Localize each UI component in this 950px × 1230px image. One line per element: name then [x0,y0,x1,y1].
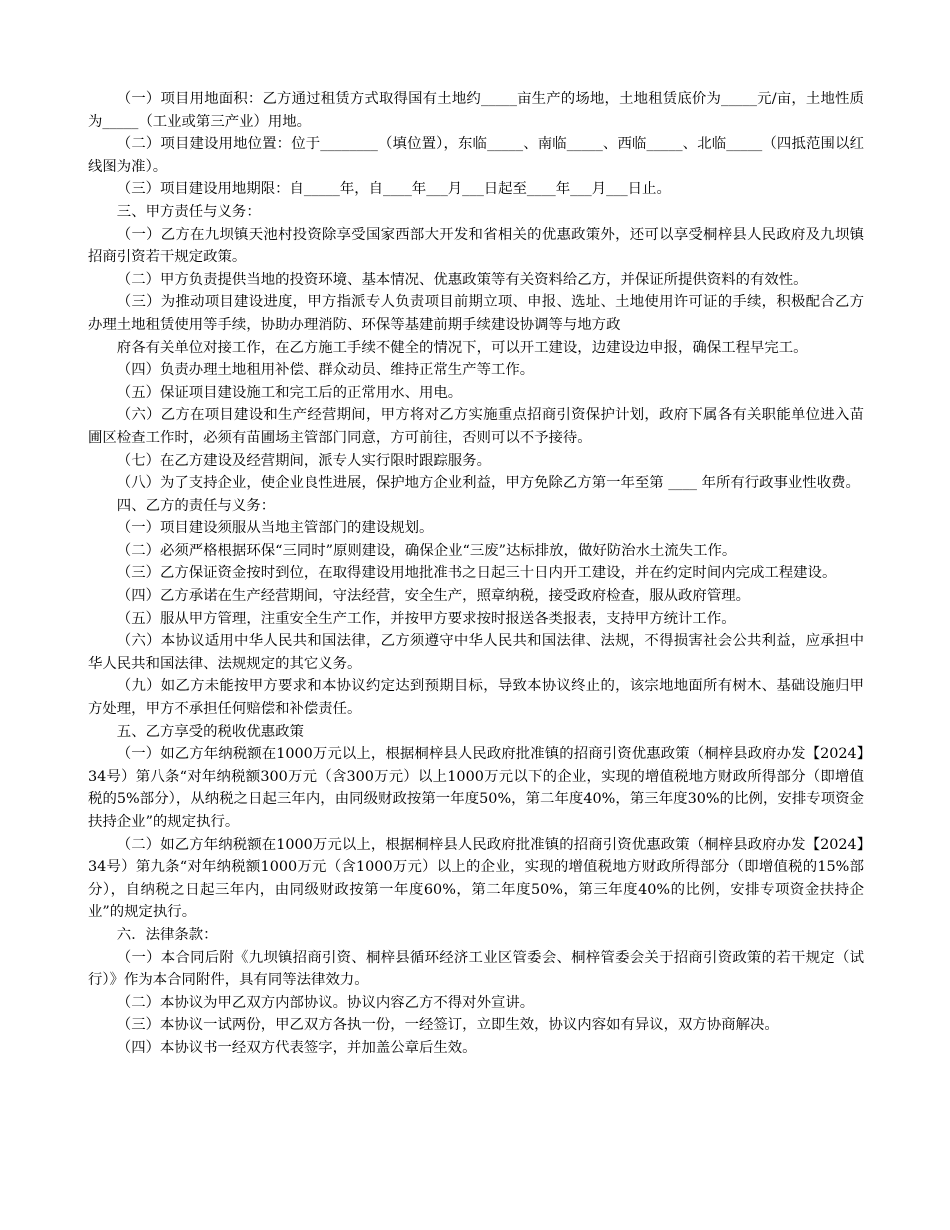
section-heading-party-a: 三、甲方责任与义务： [116,203,261,220]
paragraph-land-term: （三）项目建设用地期限：自_____年，自____年___月___日起至____年___月___日止。 [116,181,671,198]
paragraph-land-area: （一）项目用地面积：乙方通过租赁方式取得国有土地约_____亩生产的场地，土地租赁底价为_____元/亩，土地性质为_____（工业或第三产业）用地。 [88,91,864,130]
paragraph-a-7: （七）在乙方建设及经营期间，派专人实行限时跟踪服务。 [116,452,491,469]
paragraph-a-8: （八）为了支持企业，使企业良性进展，保护地方企业利益，甲方免除乙方第一年至第 ____ 年所有行政事业性收费。 [116,475,860,492]
paragraph-a-3-continued: 府各有关单位对接工作，在乙方施工手续不健全的情况下，可以开工建设，边建设边申报，确保工程早完工。 [116,339,808,356]
paragraph-a-6: （六）乙方在项目建设和生产经营期间，甲方将对乙方实施重点招商引资保护计划，政府下属各有关职能单位进入苗圃区检查工作时，必须有苗圃场主管部门同意，方可前往，否则可以不予接待。 [88,407,864,446]
section-heading-party-b: 四、乙方的责任与义务： [116,497,276,514]
paragraph-b-4: （四）乙方承诺在生产经营期间，守法经营，安全生产，照章纳税，接受政府检查，服从政府管理。 [116,588,750,605]
paragraph-land-location: （二）项目建设用地位置：位于________（填位置），东临_____、南临_____、西临_____、北临_____（四抵范围以红线图为准）。 [88,136,864,175]
document-body [88,88,864,1060]
paragraph-a-1: （一）乙方在九坝镇天池村投资除享受国家西部大开发和省相关的优惠政策外，还可以享受桐梓县人民政府及九坝镇招商引资若干规定政策。 [88,226,864,266]
paragraph-a-3: （三）为推动项目建设进度，甲方指派专人负责项目前期立项、申报、选址、土地使用许可证的手续，积极配合乙方办理土地租赁使用等手续，协助办理消防、环保等基建前期手续建设协调等与地方政 [88,294,864,333]
paragraph-legal-4: （四）本协议书一经双方代表签字，并加盖公章后生效。 [116,1039,477,1056]
paragraph-b-9: （九）如乙方未能按甲方要求和本协议约定达到预期目标，导致本协议终止的，该宗地地面所有树木、基础设施归甲方处理，甲方不承担任何赔偿和补偿责任。 [88,678,864,718]
paragraph-b-2: （二）必须严格根据环保“三同时”原则建设，确保企业“三废”达标排放，做好防治水土流失工作。 [116,542,737,559]
paragraph-b-5: （五）服从甲方管理，注重安全生产工作，并按甲方要求按时报送各类报表，支持甲方统计工作。 [116,610,736,627]
paragraph-tax-1: （一）如乙方年纳税额在1000万元以上，根据桐梓县人民政府批准镇的招商引资优惠政策（桐梓县政府办发【2024】34号）第八条“对年纳税额300万元（含300万元）以上1000万元以下的企业，实现的增值税地方财政所得部分（即增值税的5%部分），从纳税之日起三年内，由同级财政按第一年度50%，第二年度40%，第三年度30%的比例，安排专项资金扶持企业”的规定执行。 [88,746,864,830]
paragraph-a-2: （二）甲方负责提供当地的投资环境、基本情况、优惠政策等有关资料给乙方，并保证所提供资料的有效性。 [116,271,808,288]
paragraph-b-3: （三）乙方保证资金按时到位，在取得建设用地批准书之日起三十日内开工建设，并在约定时间内完成工程建设。 [116,565,837,582]
paragraph-legal-1: （一）本合同后附《九坝镇招商引资、桐梓县循环经济工业区管委会、桐梓管委会关于招商引资政策的若干规定（试行）》作为本合同附件，具有同等法律效力。 [88,949,864,989]
section-heading-legal: 六．法律条款： [116,926,218,943]
section-heading-tax: 五、乙方享受的税收优惠政策 [116,723,304,740]
paragraph-b-6: （六）本协议适用中华人民共和国法律，乙方须遵守中华人民共和国法律、法规，不得损害社会公共利益，应承担中华人民共和国法律、法规规定的其它义务。 [88,633,864,672]
paragraph-a-5: （五）保证项目建设施工和完工后的正常用水、用电。 [116,384,463,401]
paragraph-legal-2: （二）本协议为甲乙双方内部协议。协议内容乙方不得对外宣讲。 [116,994,535,1011]
paragraph-a-4: （四）负责办理土地租用补偿、群众动员、维持正常生产等工作。 [116,362,535,379]
paragraph-b-1: （一）项目建设须服从当地主管部门的建设规划。 [116,520,434,537]
paragraph-tax-2: （二）如乙方年纳税额在1000万元以上，根据桐梓县人民政府批准镇的招商引资优惠政策（桐梓县政府办发【2024】34号）第九条“对年纳税额1000万元（含1000万元）以上的企业，实现的增值税地方财政所得部分（即增值税的15%部分），自纳税之日起三年内，由同级财政按第一年度60%，第二年度50%，第三年度40%的比例，安排专项资金扶持企业”的规定执行。 [88,836,864,921]
paragraph-legal-3: （三）本协议一试两份，甲乙双方各执一份，一经签订，立即生效，协议内容如有异议，双方协商解决。 [116,1017,779,1034]
